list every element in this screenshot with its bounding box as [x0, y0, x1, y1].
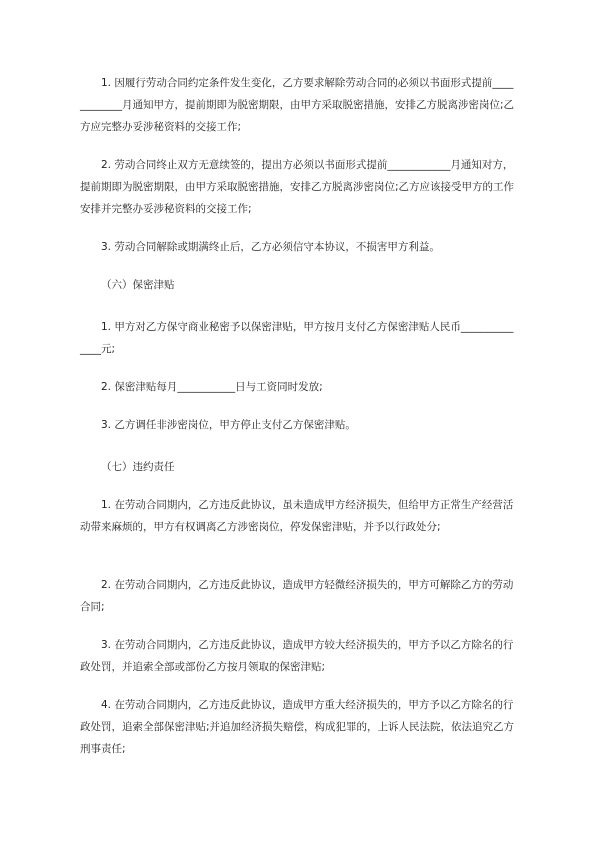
paragraph-allowance-payday: 2. 保密津贴每月___________日与工资同时发放; [101, 381, 323, 393]
paragraph-liability-slight-loss: 2. 在劳动合同期内，乙方违反此协议，造成甲方轻微经济损失的，甲方可解除乙方的劳动合同; [80, 579, 514, 613]
paragraph-allowance-amount: 1. 甲方对乙方保守商业秘密予以保密津贴，甲方按月支付乙方保密津贴人民币______________元; [80, 321, 514, 355]
paragraph-liability-minor: 1. 在劳动合同期内，乙方违反此协议，虽未造成甲方经济损失，但给甲方正常生产经营活动带来麻烦的，甲方有权调离乙方涉密岗位，停发保密津贴，并予以行政处分; [80, 499, 514, 533]
paragraph-termination-resign: 1. 因履行劳动合同约定条件发生变化，乙方要求解除劳动合同的必须以书面形式提前____________月通知甲方，提前期即为脱密期限，由甲方采取脱密措施，安排乙方脱离涉密岗位;乙方应完整办妥涉秘资料的交接工作; [80, 77, 515, 133]
paragraph-liability-large-loss: 3. 在劳动合同期内，乙方违反此协议，造成甲方较大经济损失的，甲方予以乙方除名的行政处罚，并追索全部或部份乙方按月领取的保密津贴; [80, 639, 514, 673]
paragraph-allowance-stop: 3. 乙方调任非涉密岗位，甲方停止支付乙方保密津贴。 [101, 419, 356, 431]
paragraph-liability-major-loss: 4. 在劳动合同期内，乙方违反此协议，造成甲方重大经济损失的，甲方予以乙方除名的行政处罚，追索全部保密津贴;并追加经济损失赔偿，构成犯罪的，上诉人民法院，依法追究乙方刑事责任; [80, 699, 515, 755]
section-heading-liability: （七）违约责任 [101, 461, 175, 473]
paragraph-after-termination: 3. 劳动合同解除或期满终止后，乙方必须信守本协议，不损害甲方利益。 [101, 241, 440, 253]
section-heading-allowance: （六）保密津贴 [101, 279, 175, 291]
paragraph-termination-nonrenew: 2. 劳动合同终止双方无意续签的，提出方必须以书面形式提前____________月通知对方，提前期即为脱密期限，由甲方采取脱密措施，安排乙方脱离涉密岗位;乙方应该接受甲方的工作安排并完整办妥涉秘资料的交接工作; [80, 159, 515, 215]
